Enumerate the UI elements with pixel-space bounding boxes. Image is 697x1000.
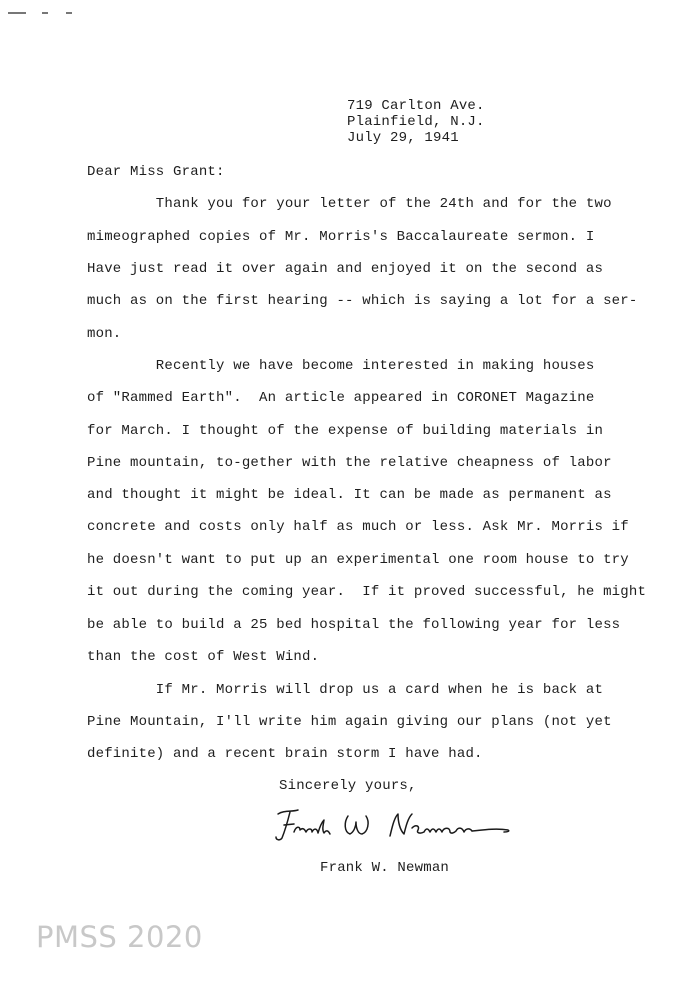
paragraph-3-line: Pine Mountain, I'll write him again giving our plans (not yet <box>87 714 612 730</box>
return-address-city: Plainfield, N.J. <box>347 114 485 130</box>
paragraph-2-line: it out during the coming year. If it proved successful, he might <box>87 584 647 600</box>
scan-mark <box>8 12 72 16</box>
paragraph-1-line: mon. <box>87 326 122 342</box>
salutation: Dear Miss Grant: <box>87 164 225 180</box>
handwritten-signature <box>270 806 515 846</box>
paragraph-2-line: he doesn't want to put up an experimental one room house to try <box>87 552 629 568</box>
paragraph-2-line: of "Rammed Earth". An article appeared in CORONET Magazine <box>87 390 595 406</box>
paragraph-2-line: and thought it might be ideal. It can be made as permanent as <box>87 487 612 503</box>
paragraph-2-line: than the cost of West Wind. <box>87 649 320 665</box>
paragraph-1-line: much as on the first hearing -- which is saying a lot for a ser- <box>87 293 638 309</box>
typed-signature-name: Frank W. Newman <box>320 860 450 876</box>
letter-date: July 29, 1941 <box>347 130 459 146</box>
closing: Sincerely yours, <box>279 778 417 794</box>
paragraph-1-line: Thank you for your letter of the 24th and for the two <box>87 196 612 212</box>
paragraph-2-line: for March. I thought of the expense of building materials in <box>87 423 604 439</box>
paragraph-2-line: Recently we have become interested in making houses <box>87 358 595 374</box>
paragraph-2-line: concrete and costs only half as much or less. Ask Mr. Morris if <box>87 519 629 535</box>
paragraph-3-line: definite) and a recent brain storm I have had. <box>87 746 483 762</box>
paragraph-1-line: Have just read it over again and enjoyed it on the second as <box>87 261 604 277</box>
paragraph-2-line: be able to build a 25 bed hospital the following year for less <box>87 617 621 633</box>
paragraph-1-line: mimeographed copies of Mr. Morris's Baccalaureate sermon. I <box>87 229 595 245</box>
watermark: PMSS 2020 <box>36 920 203 954</box>
return-address-street: 719 Carlton Ave. <box>347 98 485 114</box>
paragraph-3-line: If Mr. Morris will drop us a card when he is back at <box>87 682 604 698</box>
paragraph-2-line: Pine mountain, to-gether with the relative cheapness of labor <box>87 455 612 471</box>
